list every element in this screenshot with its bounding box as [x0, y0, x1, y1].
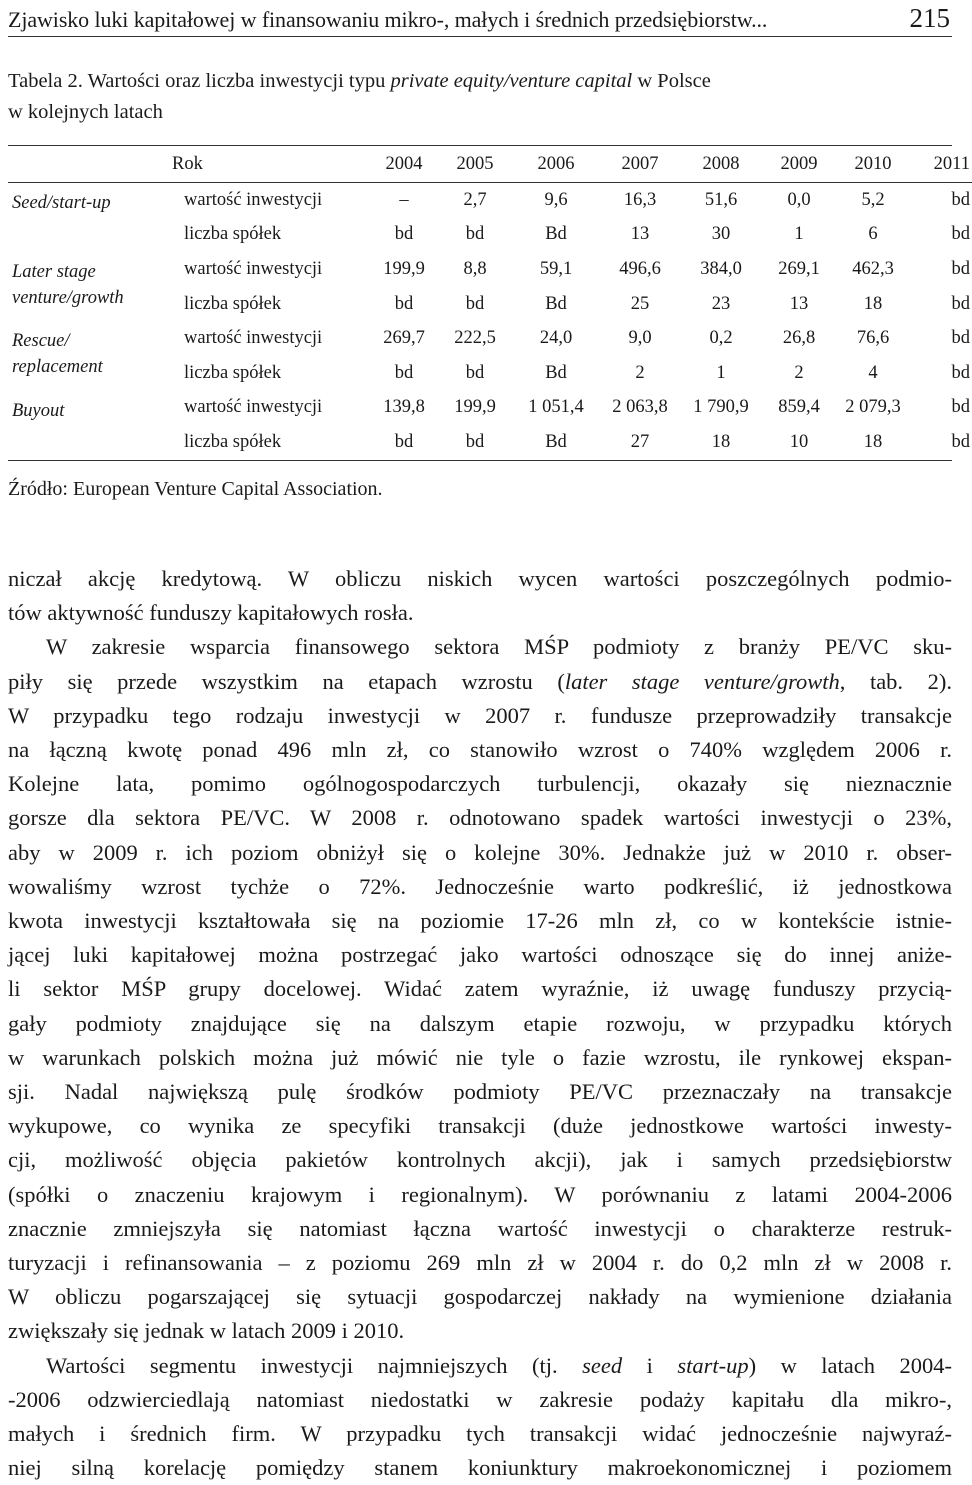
table-cell: bd — [951, 258, 970, 279]
page-number: 215 — [909, 3, 950, 33]
text-line: W zakresie wsparcia finansowego sektora MŚP podmioty z branży PE/VC sku- — [46, 634, 952, 660]
category-buyout: Buyout — [12, 400, 65, 421]
table-cell: 59,1 — [539, 258, 573, 279]
text-line: piły się przede wszystkim na etapach wzrostu (later stage venture/growth, tab. 2). — [8, 668, 952, 694]
header-year: 2005 — [438, 146, 512, 183]
table-cell: 1 051,4 — [528, 397, 584, 418]
text-line: na łączną kwotę ponad 496 mln zł, co stanowiło wzrost o 740% względem 2006 r. — [8, 737, 952, 763]
table-cell: 859,4 — [778, 397, 820, 418]
text-line: turyzacji i refinansowania – z poziomu 269 mln zł w 2004 r. do 0,2 mln zł w 2008 r. — [8, 1250, 952, 1276]
text-line: niczał akcję kredytową. W obliczu niskich wycen wartości poszczególnych podmio- — [8, 566, 952, 591]
table-cell: 2 079,3 — [845, 397, 901, 418]
table-cell: 16,3 — [623, 189, 657, 210]
table-cell: 222,5 — [454, 328, 496, 349]
header-year: 2004 — [370, 146, 438, 183]
text-line: -2006 odzwierciedlają natomiast niedostatki w zakresie podaży kapitału dla mikro-, — [8, 1386, 952, 1412]
text-line: niej silną korelację pomiędzy stanem koniunktury makroekonomicznej i poziomem — [8, 1455, 952, 1481]
table-cell: 1 — [794, 224, 804, 245]
table-cell: 23 — [711, 293, 731, 314]
table-cell: 9,0 — [628, 328, 652, 349]
table-cell: 269,1 — [778, 258, 820, 279]
table-cell: 51,6 — [704, 189, 738, 210]
category-rescue-replacement: Rescue/ replacement — [12, 331, 103, 378]
category-seed-start-up: Seed/start-up — [12, 193, 111, 213]
text-line: aby w 2009 r. ich poziom obniżył się o kolejne 30%. Jednakże już w 2010 r. obser- — [8, 839, 952, 865]
table-cell: 10 — [789, 431, 809, 452]
table-cell: 1 — [716, 362, 726, 383]
caption-line-2: w kolejnych latach — [8, 101, 163, 123]
text-line: li sektor MŚP grupy docelowej. Widać zatem wyraźnie, iż uwagę funduszy przycią- — [8, 976, 952, 1002]
text-line: zwiększały się jednak w latach 2009 i 2010. — [8, 1318, 405, 1344]
table-source-note: Źródło: European Venture Capital Association. — [8, 478, 383, 500]
table-cell: bd — [951, 397, 970, 418]
header-year: 2009 — [762, 146, 836, 183]
text-line: małych i średnich firm. W przypadku tych transakcji widać jednocześnie najwyraź- — [8, 1421, 952, 1447]
header-year: 2011 — [910, 146, 972, 183]
text-line: wowaliśmy wzrost tychże o 72%. Jednocześnie warto podkreślić, iż jednostkowa — [8, 873, 952, 899]
caption-label: Tabela 2. — [8, 70, 83, 92]
table-cell: 0,0 — [787, 189, 811, 210]
text-line: sji. Nadal największą pulę środków podmioty PE/VC przeznaczały na transakcje — [8, 1079, 952, 1105]
text-line: Wartości segmentu inwestycji najmniejszych (tj. seed i start-up) w latach 2004- — [46, 1352, 952, 1378]
text-line: jącej luki kapitałowej można postrzegać jako wartości odnoszące się do innej aniże- — [8, 942, 952, 968]
table-row — [8, 391, 972, 426]
table-cell: bd — [465, 362, 485, 383]
table-cell: 1 790,9 — [693, 397, 749, 418]
table-cell: 30 — [711, 224, 731, 245]
table-cell: bd — [394, 224, 414, 245]
table-cell: Bd — [545, 362, 567, 383]
category-later-stage: Later stage venture/growth — [12, 262, 124, 309]
table-cell: 6 — [868, 224, 878, 245]
table-cell: bd — [951, 328, 970, 349]
table-cell: Bd — [545, 293, 567, 314]
text-line: W przypadku tego rodzaju inwestycji w 2007 r. fundusze przeprowadziły transakcje — [8, 702, 952, 728]
table-cell: 13 — [789, 293, 809, 314]
metric-label: liczba spółek — [184, 293, 282, 314]
table-row — [8, 321, 972, 356]
caption-italic-term: private equity/venture capital — [390, 70, 633, 92]
table-cell: 269,7 — [383, 328, 425, 349]
table-cell: 0,2 — [709, 328, 733, 349]
table-cell: bd — [394, 362, 414, 383]
text-line: Kolejne lata, pomimo ogólnogospodarczych turbulencji, okazały się nieznacznie — [8, 771, 952, 797]
table-caption — [8, 66, 952, 128]
table-cell: bd — [465, 293, 485, 314]
table-cell: 9,6 — [544, 189, 568, 210]
metric-label: wartość inwestycji — [184, 397, 323, 418]
text-line: kwota inwestycji kształtowała się na poziomie 17-26 mln zł, co w kontekście istnie- — [8, 908, 952, 934]
header-year-label: Rok — [8, 146, 370, 183]
metric-label: liczba spółek — [184, 224, 282, 245]
running-header — [8, 2, 952, 37]
metric-label: liczba spółek — [184, 431, 282, 452]
table-cell: bd — [951, 431, 970, 452]
table-cell: 18 — [863, 431, 883, 452]
table-cell: 2 — [794, 362, 804, 383]
text-line: znacznie zmniejszyła się natomiast łączna wartość inwestycji o charakterze restruk- — [8, 1215, 952, 1241]
table-cell: Bd — [545, 224, 567, 245]
table-cell: 18 — [863, 293, 883, 314]
table-cell: 4 — [868, 362, 878, 383]
text-line: tów aktywność funduszy kapitałowych rosła. — [8, 600, 414, 626]
table-cell: 25 — [630, 293, 650, 314]
table-cell: 24,0 — [539, 328, 573, 349]
table-cell: 5,2 — [861, 189, 885, 210]
table-cell: 18 — [711, 431, 731, 452]
table-cell: 2 063,8 — [612, 397, 668, 418]
table-cell: bd — [394, 293, 414, 314]
table-cell: 8,8 — [463, 258, 487, 279]
header-year: 2007 — [600, 146, 680, 183]
table-cell: 13 — [630, 224, 650, 245]
table-cell: 496,6 — [619, 258, 661, 279]
text-line: wykupowe, co wynika ze specyfiki transakcji (duże jednostkowe wartości inwesty- — [8, 1113, 952, 1139]
header-year: 2006 — [512, 146, 600, 183]
table-cell: 26,8 — [782, 328, 816, 349]
investment-table — [8, 145, 970, 461]
table-cell: 199,9 — [383, 258, 425, 279]
metric-label: wartość inwestycji — [184, 258, 323, 279]
table-cell: bd — [394, 431, 414, 452]
metric-label: liczba spółek — [184, 362, 282, 383]
table-cell: 2,7 — [463, 189, 487, 210]
table-cell: bd — [951, 189, 970, 210]
body-text — [8, 562, 952, 1485]
text-line: gorsze dla sektora PE/VC. W 2008 r. odnotowano spadek wartości inwestycji o 23%, — [8, 805, 952, 831]
table-cell: 2 — [635, 362, 645, 383]
table-cell: bd — [951, 224, 970, 245]
text-line: gały podmioty znajdujące się na dalszym etapie rozwoju, w przypadku których — [8, 1010, 952, 1036]
table-cell: 76,6 — [856, 328, 890, 349]
text-line: W obliczu pogarszającej się sytuacji gospodarczej nakłady na wymienione działania — [8, 1284, 952, 1310]
header-year: 2010 — [836, 146, 910, 183]
text-line: cji, możliwość objęcia pakietów kontrolnych akcji), jak i samych przedsiębiorstw — [8, 1147, 952, 1173]
table-row — [8, 183, 972, 218]
table-cell: bd — [951, 362, 970, 383]
table-cell: 139,8 — [383, 397, 425, 418]
metric-label: wartość inwestycji — [184, 189, 323, 210]
header-year: 2008 — [680, 146, 762, 183]
table-cell: – — [399, 189, 409, 210]
table-cell: 27 — [630, 431, 650, 452]
table-cell: 199,9 — [454, 397, 496, 418]
text-line: (spółki o znaczeniu krajowym i regionalnym). W porównaniu z latami 2004-2006 — [8, 1181, 952, 1207]
table-cell: bd — [465, 224, 485, 245]
table-header-row — [8, 146, 972, 183]
table-row — [8, 252, 972, 287]
data-table — [8, 146, 972, 460]
table-cell: 384,0 — [700, 258, 742, 279]
text-line: w warunkach polskich można już mówić nie tyle o fazie wzrostu, ile rynkowej ekspan- — [8, 1044, 952, 1070]
table-cell: bd — [951, 293, 970, 314]
running-title: Zjawisko luki kapitałowej w finansowaniu mikro-, małych i średnich przedsiębiorstw... — [8, 7, 768, 32]
metric-label: wartość inwestycji — [184, 328, 323, 349]
table-cell: 462,3 — [852, 258, 894, 279]
table-cell: Bd — [545, 431, 567, 452]
caption-line-1: Tabela 2. Wartości oraz liczba inwestycji typu private equity/venture capital w Polsce — [8, 70, 711, 92]
table-cell: bd — [465, 431, 485, 452]
